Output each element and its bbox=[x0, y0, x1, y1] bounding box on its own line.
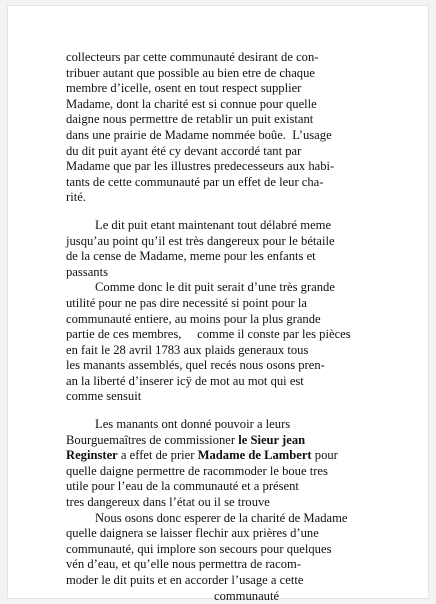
text-line: daigne nous permettre de retablir un puit existant bbox=[66, 112, 314, 127]
text-line: rité. bbox=[66, 190, 86, 205]
text-line: passants bbox=[66, 264, 108, 279]
text-line: tribuer autant que possible au bien etre de chaque bbox=[66, 65, 315, 80]
text-line: Les manants ont donné pouvoir a leurs bbox=[95, 417, 291, 432]
text-line: communauté entiere, au moins pour la plus grande bbox=[66, 311, 321, 326]
text-line: du dit puit ayant été cy devant accordé tant par bbox=[66, 143, 302, 158]
name-reginster: Reginster bbox=[66, 448, 118, 463]
paragraph-2 bbox=[66, 218, 396, 280]
text-line bbox=[66, 448, 396, 464]
text-run: a effet de prier bbox=[117, 448, 198, 463]
text-run: pour bbox=[311, 448, 338, 463]
text-line: jusqu’au point qu’il est très dangereux pour le bétaile bbox=[66, 233, 335, 248]
name-madame-de-lambert: Madame de Lambert bbox=[197, 448, 312, 463]
text-line: les manants assemblés, quel recés nous osons pren- bbox=[66, 358, 325, 373]
text-line: communauté, qui implore son secours pour quelques bbox=[66, 541, 332, 556]
text-line: quelle daignera se laisser flechir aux prières d’une bbox=[66, 526, 319, 541]
text-line: Madame que par les illustres predecesseurs aux habi- bbox=[66, 159, 335, 174]
paragraph-4 bbox=[66, 417, 396, 511]
text-line: collecteurs par cette communauté desirant de con- bbox=[66, 50, 319, 64]
paragraph-5 bbox=[66, 511, 396, 604]
closing-word: communauté bbox=[214, 588, 280, 603]
text-line: comme sensuit bbox=[66, 389, 142, 404]
text-line: utilité pour ne pas dire necessité si point pour la bbox=[66, 295, 307, 310]
text-line: Le dit puit etant maintenant tout délabré meme bbox=[95, 217, 332, 232]
text-line: Madame, dont la charité est si connue pour quelle bbox=[66, 96, 317, 111]
text-line: utile pour l’eau de la communauté et a présent bbox=[66, 479, 299, 494]
text-line: quelle daigne permettre de racommoder le boue tres bbox=[66, 463, 328, 478]
name-sieur-jean: le Sieur jean bbox=[238, 432, 306, 447]
text-run: Bourguemaîtres de commissioner bbox=[66, 432, 239, 447]
text-line: moder le dit puits et en accorder l’usage a cette bbox=[66, 573, 304, 587]
paragraph-gap bbox=[66, 206, 396, 218]
document-text bbox=[66, 50, 396, 604]
paragraph-gap bbox=[66, 405, 396, 417]
text-line: Comme donc le dit puit serait d’une très grande bbox=[95, 280, 335, 295]
text-line: tants de cette communauté par un effet de leur cha- bbox=[66, 174, 324, 189]
text-line: partie de ces membres, comme il conste par les pièces bbox=[66, 327, 351, 342]
text-line: en fait le 28 avril 1783 aux plaids generaux tous bbox=[66, 342, 309, 357]
text-line: membre d’icelle, osent en tout respect supplier bbox=[66, 81, 302, 96]
document-page bbox=[8, 6, 428, 603]
text-line bbox=[66, 433, 396, 449]
text-line: an la liberté d’inserer icÿ de mot au mot qui est bbox=[66, 373, 304, 388]
paragraph-3 bbox=[66, 280, 396, 405]
text-line: Nous osons donc esperer de la charité de Madame bbox=[95, 510, 348, 525]
text-line: de la cense de Madame, meme pour les enfants et bbox=[66, 249, 316, 264]
text-line: dans une prairie de Madame nommée boûe. L’usage bbox=[66, 127, 332, 142]
text-line: tres dangereux dans l’état ou il se trouve bbox=[66, 495, 270, 510]
paragraph-1 bbox=[66, 50, 396, 206]
text-line: vén d’eau, et qu’elle nous permettra de racom- bbox=[66, 557, 301, 572]
